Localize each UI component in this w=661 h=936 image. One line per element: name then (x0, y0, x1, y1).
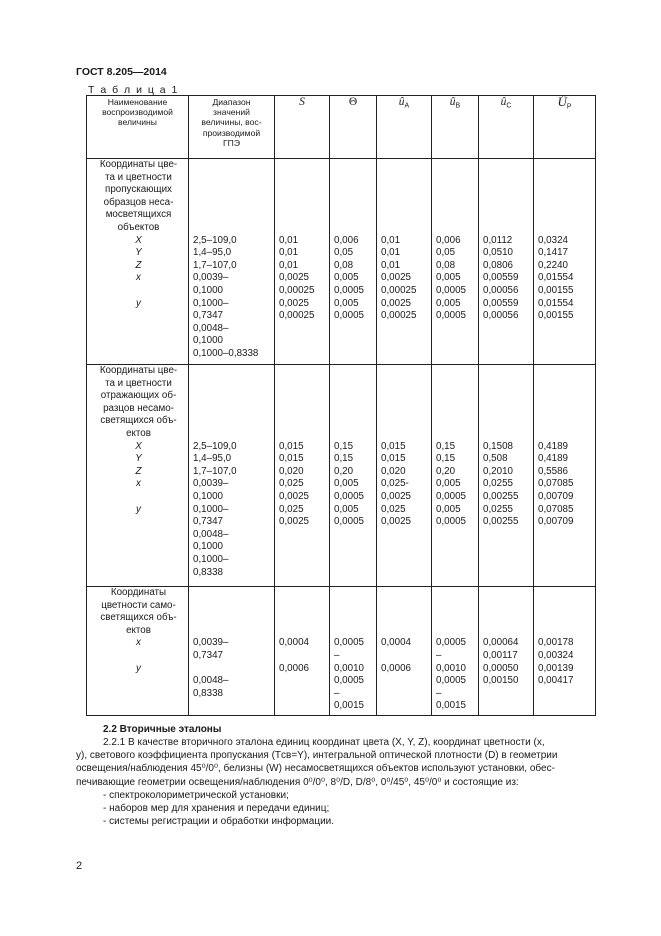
value: 0,025 (279, 478, 304, 490)
value: 0,005 (334, 297, 359, 309)
quantity-name-line: светящихся объ- (100, 415, 177, 427)
theta-cell (330, 587, 377, 716)
value: 0,00025 (381, 284, 417, 296)
page-number: 2 (76, 860, 83, 872)
paragraph-line: освещения/наблюдения 45⁰/0⁰, белизны (W) несамосветящихся объектов используют установки, обес- (76, 763, 555, 775)
value: 0,01 (279, 259, 299, 271)
value: – (436, 649, 442, 661)
quantity-name-line: пропускающих (105, 184, 172, 196)
value: 0,005 (436, 297, 461, 309)
value: – (334, 687, 340, 699)
value: 0,0025 (279, 490, 309, 502)
value: 0,005 (334, 478, 359, 490)
quantity-name-line: ектов (126, 427, 151, 439)
value: – (436, 687, 442, 699)
value: 0,0005 (436, 490, 466, 502)
value: 0,025 (279, 503, 304, 515)
quantity-symbol (91, 491, 186, 504)
value: 0,7347 (193, 310, 223, 322)
ua-cell (377, 587, 432, 716)
value: 0,015 (381, 453, 406, 465)
value: 0,005 (436, 478, 461, 490)
table-header-row (87, 96, 596, 159)
value: 0,0510 (483, 247, 513, 259)
value: 0,0010 (334, 662, 364, 674)
quantity-symbol (91, 323, 186, 336)
paragraph-line: 2.2.1 В качестве вторичного эталона единиц координат цвета (X, Y, Z), координат цветности (x, (103, 737, 545, 748)
value: 0,0005 (436, 637, 466, 649)
value: 0,00417 (538, 675, 574, 687)
value: 0,0048– (193, 322, 229, 334)
section-title: 2.2 Вторичные эталоны (103, 724, 222, 735)
value: 0,1508 (483, 440, 513, 452)
value: 0,05 (334, 247, 354, 259)
value: 0,0005 (334, 284, 364, 296)
value: 0,0004 (279, 637, 309, 649)
value: 0,0025 (381, 297, 411, 309)
value (193, 663, 272, 676)
equipment-list (103, 789, 334, 829)
value: 0,1000– (193, 553, 229, 565)
up-cell (534, 587, 596, 716)
value: 1,4–95,0 (193, 453, 232, 465)
value: 0,025- (381, 478, 409, 490)
value: 0,07085 (538, 478, 574, 490)
value: 0,1000 (193, 541, 223, 553)
value: 0,1000– (193, 503, 229, 515)
list-item: - наборов мер для хранения и передачи единиц; (103, 803, 330, 815)
ub-cell (432, 159, 479, 365)
value: 0,0005 (334, 675, 364, 687)
s-cell (275, 159, 330, 365)
value: 0,7347 (193, 649, 223, 661)
value: 0,0806 (483, 259, 513, 271)
value: 0,0025 (381, 272, 411, 284)
value: 0,0048– (193, 675, 229, 687)
value: 1,7–107,0 (193, 465, 237, 477)
value: 0,0005 (334, 516, 364, 528)
header-theta: Θ (330, 96, 377, 159)
list-item: - спектроколориметрической установки; (103, 790, 289, 801)
value: 0,00709 (538, 516, 574, 528)
value: 0,0255 (483, 503, 513, 515)
value: 0,0039– (193, 478, 229, 490)
quantity-symbol: Y (135, 453, 142, 465)
value: 0,0005 (436, 675, 466, 687)
value: 0,20 (436, 465, 456, 477)
value: 0,00255 (483, 490, 519, 502)
value: 0,1000– (193, 297, 229, 309)
value: 0,01 (381, 234, 401, 246)
quantity-symbol (91, 529, 186, 542)
value: 0,00025 (279, 284, 315, 296)
quantity-symbol: Z (135, 465, 142, 477)
value: 0,0015 (334, 700, 364, 712)
up-cell (534, 159, 596, 365)
quantity-name-line: объектов (117, 221, 160, 233)
quantity-name-line: цветности само- (101, 599, 176, 611)
value: 0,015 (381, 440, 406, 452)
value: 0,0025 (381, 516, 411, 528)
value: 0,006 (436, 234, 461, 246)
table-row (87, 587, 596, 716)
value: 0,0048– (193, 528, 229, 540)
quantity-symbol (91, 541, 186, 554)
value: 0,1000 (193, 284, 223, 296)
header-range: Диапазон значений величины, вос- производимой ГПЭ (189, 96, 275, 159)
value: 0,08 (334, 259, 354, 271)
value: 0,00150 (483, 675, 519, 687)
quantity-symbol: y (136, 662, 141, 674)
value: 0,1417 (538, 247, 568, 259)
value: 0,0025 (381, 490, 411, 502)
value: 0,15 (334, 440, 354, 452)
value: 0,0006 (381, 662, 411, 674)
metrology-table (86, 95, 596, 716)
quantity-name-cell (87, 159, 189, 365)
value: 0,00056 (483, 284, 519, 296)
value: 0,00064 (483, 637, 519, 649)
value: 0,07085 (538, 503, 574, 515)
uc-cell (479, 159, 534, 365)
paragraph-line: y), светового коэффициента пропускания (Tсв=Y), интегральной оптической плотности (D) в геометрии (76, 750, 558, 762)
value: 0,4189 (538, 440, 568, 452)
header-s: S (275, 96, 330, 159)
value: 0,01 (279, 247, 299, 259)
quantity-symbol (91, 650, 186, 663)
value: 0,8338 (193, 566, 223, 578)
value: 0,0025 (279, 297, 309, 309)
quantity-symbol: x (136, 637, 141, 649)
value: 0,005 (436, 503, 461, 515)
value: 2,5–109,0 (193, 440, 237, 452)
value: 0,01554 (538, 272, 574, 284)
value: – (334, 649, 340, 661)
quantity-name-line: та и цветности (105, 171, 172, 183)
quantity-name-line: Координаты цве- (99, 159, 178, 170)
theta-cell (330, 365, 377, 587)
value: 0,8338 (193, 687, 223, 699)
ua-cell (377, 159, 432, 365)
value: 0,00559 (483, 297, 519, 309)
value: 0,0324 (538, 234, 568, 246)
value: 0,01 (279, 234, 299, 246)
value: 0,0025 (279, 272, 309, 284)
value: 0,0039– (193, 272, 229, 284)
up-cell (534, 365, 596, 587)
quantity-symbol (91, 335, 186, 348)
value: 0,00255 (483, 516, 519, 528)
s-cell (275, 587, 330, 716)
value: 0,025 (381, 503, 406, 515)
value: 0,0005 (334, 637, 364, 649)
value: 0,1000 (193, 490, 223, 502)
value: 1,7–107,0 (193, 259, 237, 271)
value: 0,005 (436, 272, 461, 284)
quantity-name-cell (87, 365, 189, 587)
value: 0,00155 (538, 310, 574, 322)
quantity-name-line: та и цветности (105, 377, 172, 389)
uc-cell (479, 587, 534, 716)
ub-cell (432, 365, 479, 587)
value: 0,00155 (538, 284, 574, 296)
value: 0,05 (436, 247, 456, 259)
value (381, 650, 429, 663)
quantity-symbol: x (136, 478, 141, 490)
value: 0,4189 (538, 453, 568, 465)
value: 0,015 (279, 440, 304, 452)
value: 0,15 (436, 440, 456, 452)
value: 0,015 (279, 453, 304, 465)
value: 0,00324 (538, 649, 574, 661)
header-uc: $û_C$ (479, 96, 534, 159)
value: 0,2240 (538, 259, 568, 271)
theta-cell (330, 159, 377, 365)
value: 0,00050 (483, 662, 519, 674)
value: 0,00178 (538, 637, 574, 649)
quantity-name-line: Координаты (110, 587, 167, 598)
value: 0,0005 (436, 310, 466, 322)
s-cell (275, 365, 330, 587)
value: 0,5586 (538, 465, 568, 477)
quantity-name-line: мосветящихся (105, 209, 172, 221)
value: 0,1000 (193, 335, 223, 347)
range-cell (189, 365, 275, 587)
header-ua: $û_A$ (377, 96, 432, 159)
value: 0,0005 (436, 516, 466, 528)
range-cell (189, 159, 275, 365)
value: 0,00139 (538, 662, 574, 674)
value: 0,00025 (381, 310, 417, 322)
value: 0,2010 (483, 465, 513, 477)
value: 0,0005 (334, 310, 364, 322)
value: 0,0039– (193, 637, 229, 649)
quantity-symbol: y (136, 503, 141, 515)
document-header: ГОСТ 8.205—2014 (76, 66, 167, 78)
value: 0,0005 (334, 490, 364, 502)
quantity-symbol (91, 285, 186, 298)
value: 0,15 (436, 453, 456, 465)
quantity-symbol: y (136, 297, 141, 309)
quantity-name-line: разцов несамо- (103, 402, 174, 414)
value: 0,006 (334, 234, 359, 246)
quantity-symbol: Y (135, 247, 142, 259)
quantity-symbol: Z (135, 259, 142, 271)
quantity-name-line: ектов (126, 624, 151, 636)
quantity-name-line: отражающих об- (100, 390, 177, 402)
value (279, 650, 327, 663)
table-caption: Т а б л и ц а 1 (88, 84, 179, 96)
header-ub: $û_B$ (432, 96, 479, 159)
value: 0,0015 (436, 700, 466, 712)
value: 0,0255 (483, 478, 513, 490)
value: 0,0025 (279, 516, 309, 528)
quantity-symbol: x (136, 272, 141, 284)
value: 0,020 (279, 465, 304, 477)
value: 2,5–109,0 (193, 234, 237, 246)
uc-cell (479, 365, 534, 587)
quantity-symbol (91, 554, 186, 567)
quantity-symbol: X (135, 234, 142, 246)
list-item: - системы регистрации и обработки информации. (103, 816, 335, 828)
table-row (87, 365, 596, 587)
value: 0,00117 (483, 649, 518, 661)
range-cell (189, 587, 275, 716)
value: 0,00559 (483, 272, 519, 284)
value: 0,005 (334, 503, 359, 515)
value: 0,15 (334, 453, 354, 465)
quantity-symbol (91, 516, 186, 529)
value: 0,005 (334, 272, 359, 284)
value: 0,00056 (483, 310, 519, 322)
value: 0,0006 (279, 662, 309, 674)
value: 0,0112 (483, 234, 513, 246)
value: 0,01 (381, 247, 401, 259)
value: 0,0004 (381, 637, 411, 649)
value: 0,01 (381, 259, 401, 271)
value: 1,4–95,0 (193, 247, 232, 259)
quantity-name-line: светящихся объ- (100, 612, 177, 624)
quantity-name-line: Координаты цве- (99, 365, 178, 376)
value: 0,00025 (279, 310, 315, 322)
paragraph-line: печивающие геометрии освещения/наблюдения 0⁰/0⁰, 8⁰/D, D/8⁰, 0⁰/45⁰, 45⁰/0⁰ и состоящие из: (76, 776, 519, 788)
header-name: Наименование воспроизводимой величины (87, 96, 189, 159)
quantity-name-line: образцов неса- (103, 196, 174, 208)
value: 0,01554 (538, 297, 574, 309)
value: 0,0010 (436, 662, 466, 674)
table-row (87, 159, 596, 365)
value: 0,0005 (436, 284, 466, 296)
value: 0,7347 (193, 516, 223, 528)
value: 0,20 (334, 465, 354, 477)
value: 0,508 (483, 453, 508, 465)
quantity-symbol: X (135, 440, 142, 452)
value: 0,020 (381, 465, 406, 477)
section-paragraph (76, 736, 594, 789)
header-up: $Û_P$ (534, 96, 596, 159)
ua-cell (377, 365, 432, 587)
quantity-symbol (91, 310, 186, 323)
value: 0,00709 (538, 490, 574, 502)
quantity-name-cell (87, 587, 189, 716)
value: 0,08 (436, 259, 456, 271)
value: 0,1000–0,8338 (193, 347, 259, 359)
ub-cell (432, 587, 479, 716)
